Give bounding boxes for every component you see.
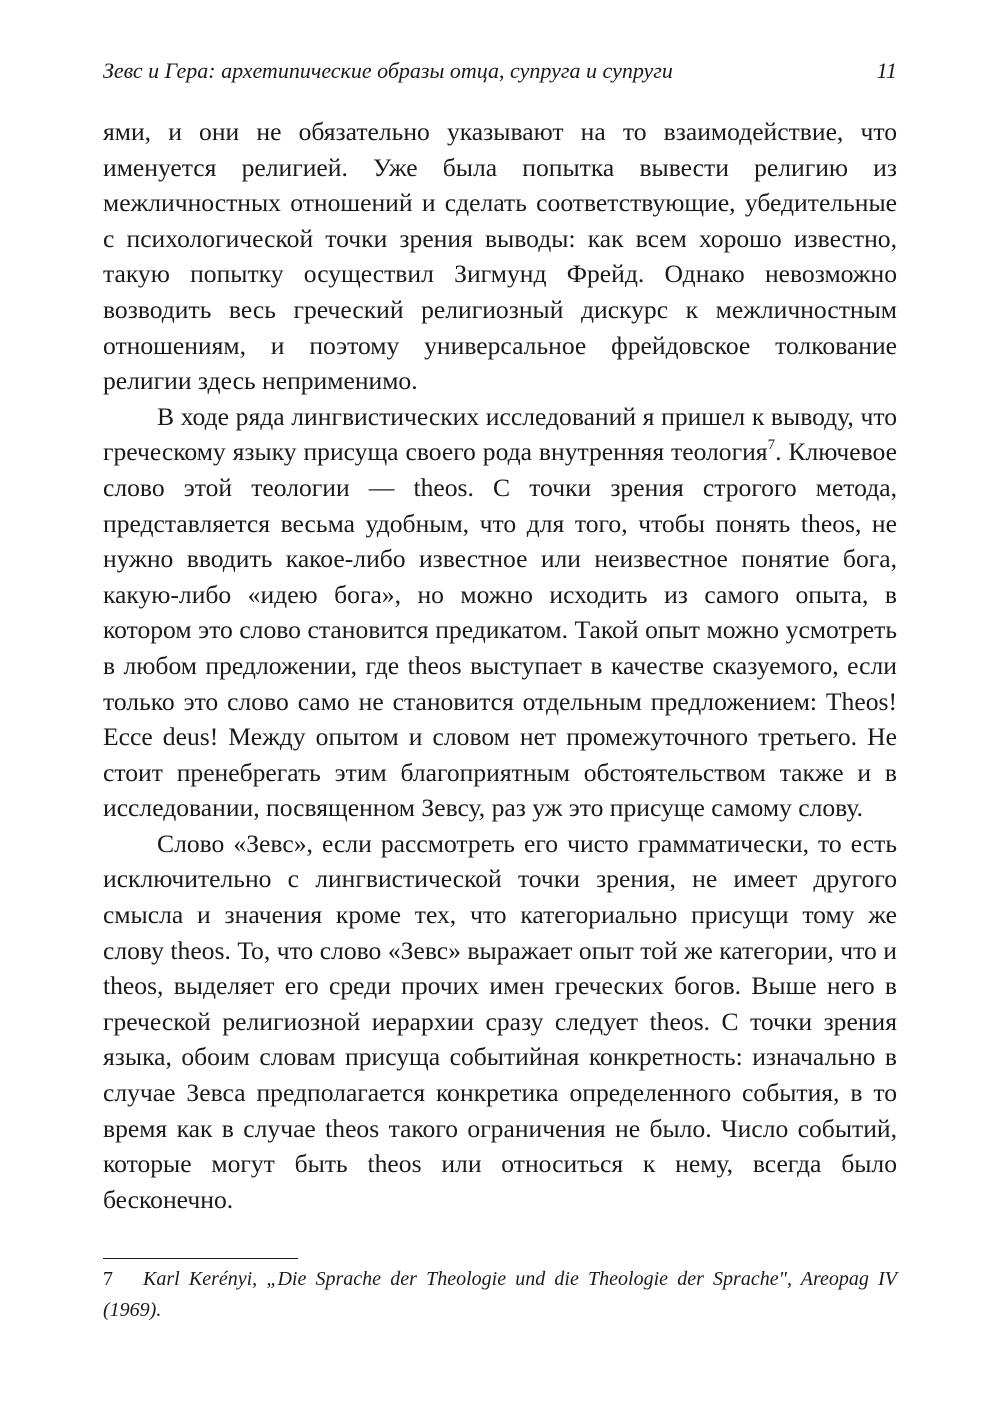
running-title: Зевс и Гера: архетипические образы отца, супруга и супруги [103,58,673,83]
footnote [103,1264,897,1326]
paragraph-2-part-1: В ходе ряда лингвистических исследований я пришел к выводу, что греческому языку присуща своего рода внутренняя теология [103,401,897,467]
running-head [103,58,897,88]
footnote-reference: 7 [767,437,776,454]
paragraph-2-part-2: . Ключевое слово этой теологии — theos. С точки зрения строгого метода, представляется весьма удобным, что для того, чтобы понять theos, не нужно вводить какое-либо известное или неизвестное понятие бога, какую-либо «идею бога», но можно исходить из самого опыта, в котором это слово становится предикатом. Такой опыт можно усмотреть в любом предложении, где theos выступает в качестве сказуемого, если только это слово само не становится отдельным предложением: Theos! Ecce deus! Между опытом и словом нет промежуточного третьего. Не стоит пренебрегать этим благоприятным обстоятельством также и в исследовании, посвященном Зевсу, раз уж это присуще самому слову. [103,437,897,823]
footnote-number: 7 [103,1268,113,1290]
page-number: 11 [876,58,897,83]
footnote-separator [103,1258,298,1259]
paragraph-2 [103,399,897,826]
paragraph-1: ями, и они не обязательно указывают на то взаимодействие, что именуется религией. Уже была попытка вывести религию из межличностных отношений и сделать соответствующие, убедительные с психологической точки зрения выводы: как всем хорошо известно, такую попытку осуществил Зигмунд Фрейд. Однако невозможно возводить весь греческий религиозный дискурс к межличностным отношениям, и поэтому универсальное фрейдовское толкование религии здесь неприменимо. [103,117,897,396]
footnote-text: Karl Kerényi, „Die Sprache der Theologie und die Theologie der Sprache", Areopag IV (1969). [103,1268,897,1321]
paragraph-3: Слово «Зевс», если рассмотреть его чисто грамматически, то есть исключительно с лингвистической точки зрения, не имеет другого смысла и значения кроме тех, что категориально присущи тому же слову theos. То, что слово «Зевс» выражает опыт той же категории, что и theos, выделяет его среди прочих имен греческих богов. Выше него в греческой религиозной иерархии сразу следует theos. С точки зрения языка, обоим словам присуща событийная конкретность: изначально в случае Зевса предполагается конкретика определенного события, в то время как в случае theos такого ограничения не было. Число событий, которые могут быть theos или относиться к нему, всегда было бесконечно. [103,828,897,1214]
body-text [103,114,897,1217]
